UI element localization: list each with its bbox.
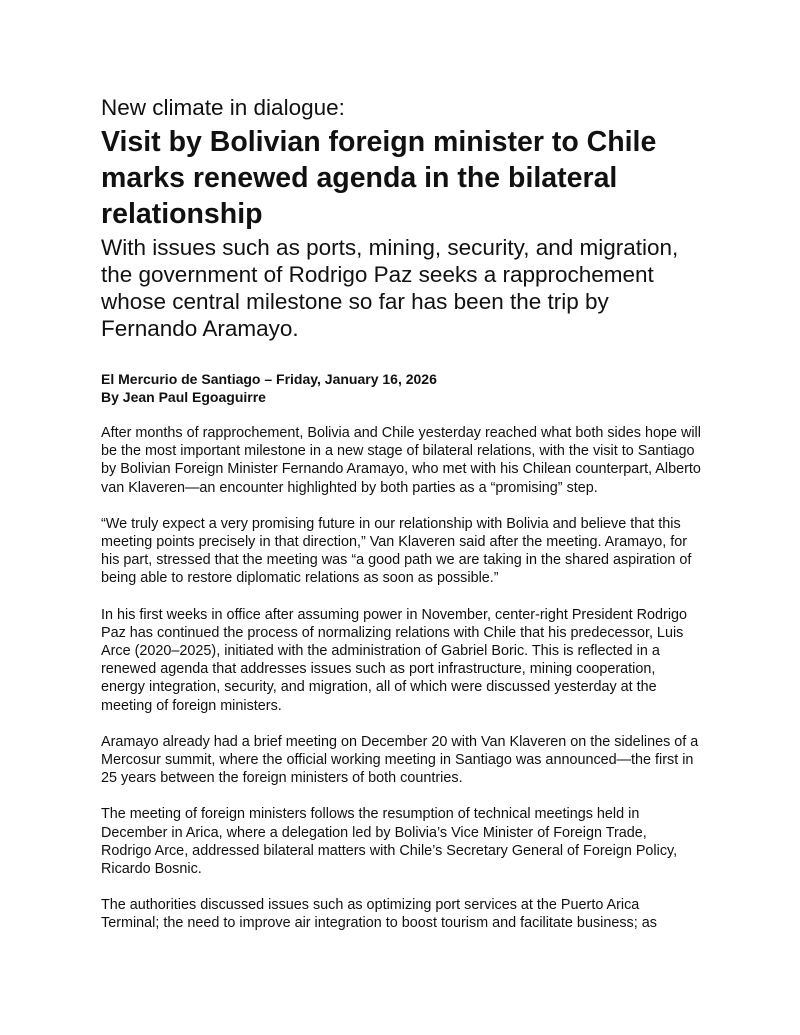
body-paragraph: The authorities discussed issues such as optimizing port services at the Puerto Arica Terminal; the need to improve air integration to boost tourism and facilitate business; as	[101, 897, 657, 932]
article-dateline: El Mercurio de Santiago – Friday, January 16, 2026	[101, 371, 437, 387]
body-paragraph: Aramayo already had a brief meeting on December 20 with Van Klaveren on the sidelines of a Mercosur summit, where the official working meeting in Santiago was announced—the first in 25 years between the foreign ministers of both countries.	[101, 733, 699, 787]
body-paragraph: In his first weeks in office after assuming power in November, center-right President Rodrigo Paz has continued the process of normalizing relations with Chile that his predecessor, Luis Arce (2020–2025), initiated with the administration of Gabriel Boric. This is reflected in a renewed agenda that addresses issues such as port infrastructure, mining cooperation, energy integration, security, and migration, all of which were discussed yesterday at the meeting of foreign ministers.	[101, 606, 688, 714]
body-paragraph: “We truly expect a very promising future in our relationship with Bolivia and believe that this meeting points precisely in that direction,” Van Klaveren said after the meeting. Aramayo, for his part, stressed that the meeting was “a good path we are taking in the shared aspiration of being able to restore diplomatic relations as soon as possible.”	[101, 515, 692, 587]
article-dek: With issues such as ports, mining, security, and migration, the government of Rodrigo Paz seeks a rapprochement whose central milestone so far has been the trip by Fernando Aramayo.	[101, 235, 679, 341]
body-paragraph: After months of rapprochement, Bolivia and Chile yesterday reached what both sides hope will be the most important milestone in a new stage of bilateral relations, with the visit to Santiago by Bolivian Foreign Minister Fernando Aramayo, who met with his Chilean counterpart, Alberto van Klaveren—an encounter highlighted by both parties as a “promising” step.	[101, 425, 701, 496]
article-body	[101, 424, 701, 933]
article-meta	[101, 370, 701, 406]
article-headline: Visit by Bolivian foreign minister to Chile marks renewed agenda in the bilateral relationship	[101, 126, 657, 230]
article	[101, 94, 701, 951]
article-kicker: New climate in dialogue:	[101, 95, 345, 120]
article-byline: By Jean Paul Egoaguirre	[101, 389, 266, 405]
body-paragraph: The meeting of foreign ministers follows the resumption of technical meetings held in December in Arica, where a delegation led by Bolivia’s Vice Minister of Foreign Trade, Rodrigo Arce, addressed bilateral matters with Chile’s Secretary General of Foreign Policy, Ricardo Bosnic.	[101, 806, 678, 878]
